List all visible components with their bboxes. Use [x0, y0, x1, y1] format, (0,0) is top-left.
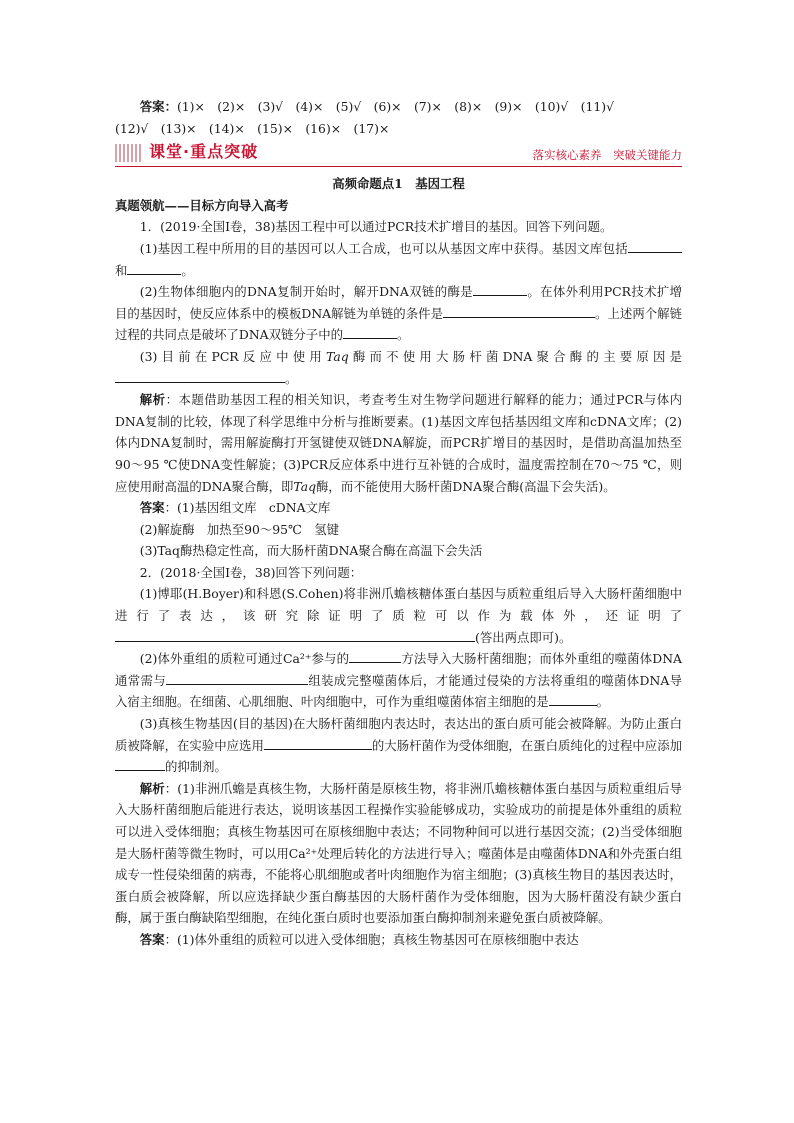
- taq-italic: Taq: [326, 348, 349, 364]
- answer-blank[interactable]: [443, 303, 595, 318]
- q2-part1-text: (1)博耶(H.Boyer)和科恩(S.Cohen)将非洲爪蟾核糖体蛋白基因与质粒重组后导入大肠杆菌细胞中进行了表达，该研究除证明了质粒可以作为载体外，还证明了: [115, 586, 682, 624]
- q2-part3-end: 的抑制剂。: [165, 759, 227, 775]
- section-title: 高频命题点1 基因工程: [332, 176, 465, 192]
- answer-blank[interactable]: [549, 691, 597, 706]
- answer-blank[interactable]: [115, 627, 475, 642]
- q2-part1: [115, 583, 682, 648]
- q1-answer-3: (3)Taq酶热稳定性高，而大肠杆菌DNA聚合酶在高温下会失活: [139, 543, 483, 559]
- q1-analysis: [115, 389, 682, 497]
- q1-part2-text-b: 。在体外利用PCR技术扩增目的基因时，使反应体系中的模板DNA解链为单链的条件是: [115, 284, 682, 321]
- q1-analysis-text-b: 酶，而不能使用大肠杆菌DNA聚合酶(高温下会失活)。: [316, 478, 616, 494]
- analysis-label: 解析: [139, 780, 165, 796]
- taq-italic: Taq: [293, 478, 317, 494]
- q1-answer-1-text: ：(1)基因组文库 cDNA文库: [164, 500, 331, 516]
- answer-blank[interactable]: [166, 670, 308, 685]
- q2-analysis: [115, 778, 682, 929]
- answer-blank[interactable]: [115, 756, 165, 771]
- q1-part1-text: (1)基因工程中所用的目的基因可以人工合成，也可以从基因文库中获得。基因文库包括: [139, 240, 628, 256]
- q1-part2-text-a: (2)生物体细胞内的DNA复制开始时，解开DNA双链的酶是: [139, 284, 473, 300]
- banner-title: 课堂·重点突破: [149, 142, 259, 162]
- answer-blank[interactable]: [628, 238, 682, 253]
- banner-subtitle: 落实核心素养 突破关键能力: [532, 148, 682, 163]
- q2-part2-end: 。: [596, 694, 610, 710]
- answer-label: 答案: [139, 931, 165, 947]
- q2-part3: [115, 713, 682, 778]
- q1-part3-text-a: (3)目前在PCR反应中使用: [139, 348, 327, 364]
- answer-blank[interactable]: [473, 281, 527, 296]
- q1-part1: [115, 238, 682, 281]
- q2-stem: 2．(2018·全国Ⅰ卷，38)回答下列问题：: [139, 564, 363, 580]
- q1-answer-1: [115, 497, 682, 519]
- q1-part1-and: 和: [115, 262, 128, 278]
- q1-part1-end: 。: [181, 262, 194, 278]
- answer-blank[interactable]: [115, 368, 285, 383]
- answer-blank[interactable]: [343, 324, 397, 339]
- answer-blank[interactable]: [349, 648, 401, 663]
- q2-part1-end: (答出两点即可)。: [475, 629, 572, 645]
- q1-part2: [115, 281, 682, 346]
- analysis-label: 解析: [139, 392, 166, 408]
- q1-stem: 1．(2019·全国Ⅰ卷，38)基因工程中可以通过PCR技术扩增目的基因。回答下列问题。: [139, 219, 613, 235]
- answer-top-values-1: (1)× (2)× (3)√ (4)× (5)√ (6)× (7)× (8)× (9)× (10)√ (11)√: [176, 99, 614, 114]
- q2-part2-text-c: 组装成完整噬菌体后，才能通过侵染的方法将重组的噬菌体DNA导入宿主细胞。在细菌、心肌细胞、叶肉细胞中，可作为重组噬菌体宿主细胞的是: [115, 672, 683, 710]
- section-banner: [115, 142, 682, 167]
- q1-part3-text-b: 酶而不使用大肠杆菌DNA聚合酶的主要原因是: [348, 348, 682, 364]
- answer-label: 答案: [139, 500, 165, 516]
- q2-part2-text-a: (2)体外重组的质粒可通过Ca²⁺参与的: [139, 651, 350, 667]
- q2-part2: [115, 648, 682, 713]
- answer-top-line2: (12)√ (13)× (14)× (15)× (16)× (17)×: [115, 120, 390, 136]
- q2-part2-text-b: 方法导入大肠杆菌细胞；而体外重组的噬菌体DNA通常需与: [115, 651, 682, 688]
- answer-top-line1: [115, 96, 682, 118]
- q2-part3-text-a: (3)真核生物基因(目的基因)在大肠杆菌细胞内表达时，表达出的蛋白质可能会被降解。为防止蛋白质被降解，在实验中应选用: [115, 716, 682, 753]
- answer-top-label: 答案：: [139, 99, 177, 114]
- q1-part2-end: 。: [396, 327, 410, 343]
- answer-blank[interactable]: [264, 735, 372, 750]
- q1-part2-text-c: 。上述两个解链过程的共同点是破坏了DNA双链分子中的: [115, 305, 683, 343]
- page-content: [115, 96, 682, 951]
- q1-answer-2: (2)解旋酶 加热至90～95℃ 氢键: [139, 521, 340, 537]
- q2-analysis-text: ：(1)非洲爪蟾是真核生物，大肠杆菌是原核生物，将非洲爪蟾核糖体蛋白基因与质粒重组后导入大肠杆菌细胞后能进行表达，说明该基因工程操作实验能够成功，实验成功的前提是体外重组的质粒可以进入受体细胞；真核生物基因可在原核细胞中表达；不同物种间可以进行基因交流；(2)当受体细胞是大肠杆菌等微生物时，可以用Ca²⁺处理后转化的方法进行导入；噬菌体是由噬菌体DNA和外壳蛋白组成专一性侵染细菌的病毒，不能将心肌细胞或者叶肉细胞作为宿主细胞；(3)真核生物目的基因表达时，蛋白质会被降解，所以应选择缺少蛋白酶基因的大肠杆菌作为受体细胞，因为大肠杆菌没有缺少蛋白酶，属于蛋白酶缺陷型细胞，在纯化蛋白质时也要添加蛋白酶抑制剂来避免蛋白质被降解。: [115, 780, 682, 926]
- q2-part3-text-b: 的大肠杆菌作为受体细胞，在蛋白质纯化的过程中应添加: [371, 737, 683, 753]
- q2-answer-1-text: ：(1)体外重组的质粒可以进入受体细胞；真核生物基因可在原核细胞中表达: [164, 931, 579, 947]
- section-lead: 真题领航——目标方向导入高考: [115, 197, 289, 213]
- q1-analysis-text-a: ：本题借助基因工程的相关知识，考查考生对生物学问题进行解释的能力；通过PCR与体内DNA复制的比较，体现了科学思维中分析与推断要素。(1)基因文库包括基因组文库和cDNA文库；(2)体内DNA复制时，需用解旋酶打开氢键使双链DNA解旋，而PCR扩增目的基因时，是借助高温加热至90～95 ℃使DNA变性解旋；(3)PCR反应体系中进行互补链的合成时，温度需控制在70～75 ℃，则应使用耐高温的DNA聚合酶，即: [115, 392, 683, 494]
- q1-part3-end: 。: [285, 370, 298, 386]
- q2-answer-1: [115, 929, 682, 951]
- banner-stripe-icon: [115, 144, 141, 162]
- q1-part3: [115, 346, 682, 389]
- answer-blank[interactable]: [127, 260, 181, 275]
